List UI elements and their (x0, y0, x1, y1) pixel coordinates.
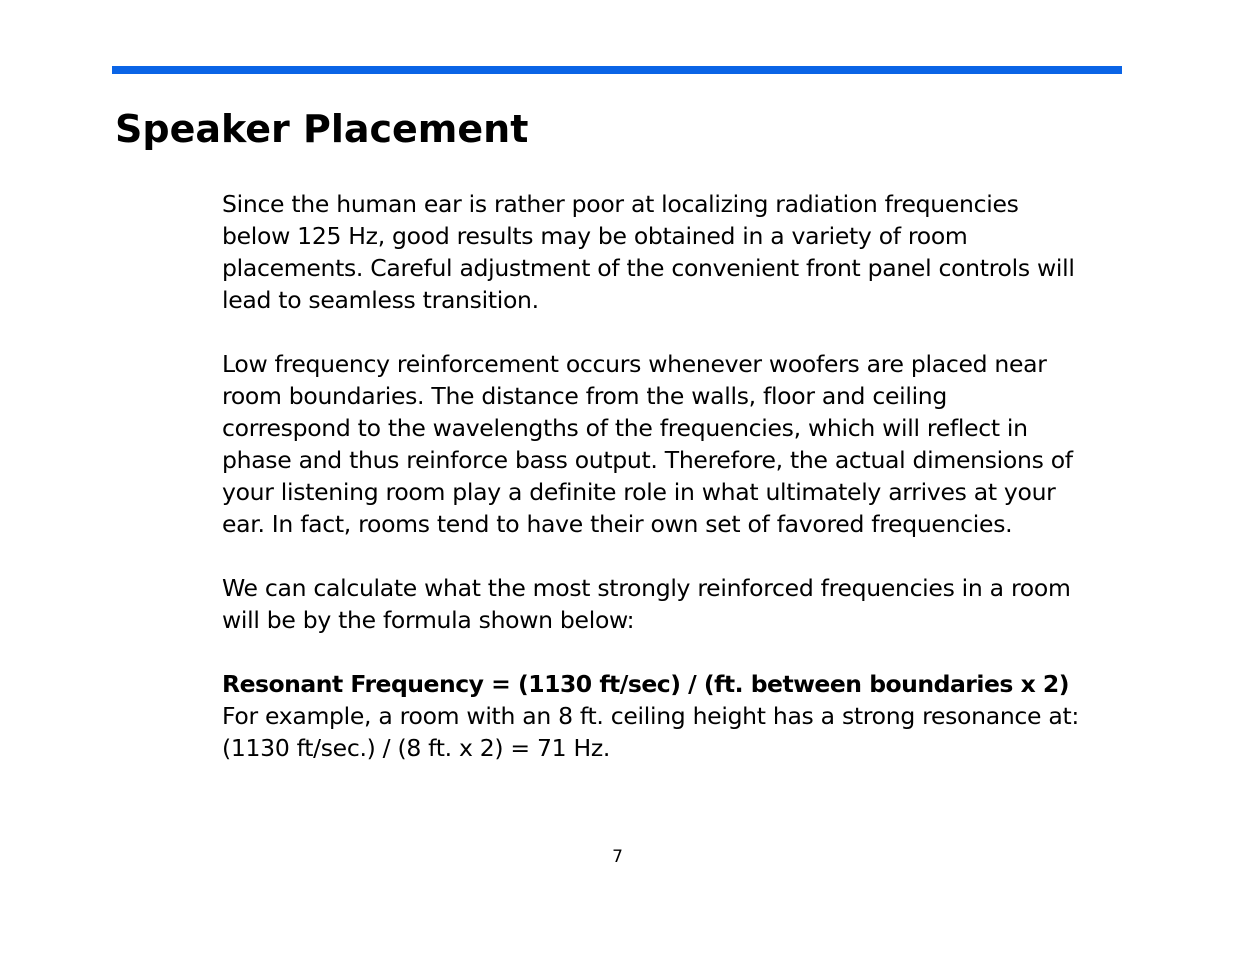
paragraph-formula (222, 668, 1112, 764)
text-line: Low frequency reinforcement occurs whenever woofers are placed near (222, 350, 1047, 378)
paragraph-reinforcement (222, 348, 1112, 540)
text-line: correspond to the wavelengths of the frequencies, which will reflect in (222, 414, 1028, 442)
text-line: ear. In fact, rooms tend to have their own set of favored frequencies. (222, 510, 1013, 538)
resonant-frequency-formula: Resonant Frequency = (1130 ft/sec) / (ft. between boundaries x 2) (222, 670, 1069, 698)
text-line: your listening room play a definite role in what ultimately arrives at your (222, 478, 1056, 506)
body-text (222, 188, 1112, 796)
text-line: Since the human ear is rather poor at localizing radiation frequencies (222, 190, 1019, 218)
paragraph-intro (222, 188, 1112, 316)
page-number: 7 (612, 847, 623, 867)
text-line: room boundaries. The distance from the walls, floor and ceiling (222, 382, 948, 410)
header-rule (112, 66, 1122, 74)
text-line: below 125 Hz, good results may be obtained in a variety of room (222, 222, 968, 250)
text-line: will be by the formula shown below: (222, 606, 635, 634)
text-line: phase and thus reinforce bass output. Therefore, the actual dimensions of (222, 446, 1073, 474)
example-line: (1130 ft/sec.) / (8 ft. x 2) = 71 Hz. (222, 734, 611, 762)
example-line: For example, a room with an 8 ft. ceiling height has a strong resonance at: (222, 702, 1079, 730)
text-line: lead to seamless transition. (222, 286, 539, 314)
text-line: We can calculate what the most strongly reinforced frequencies in a room (222, 574, 1071, 602)
paragraph-calculation (222, 572, 1112, 636)
text-line: placements. Careful adjustment of the convenient front panel controls will (222, 254, 1075, 282)
page-title: Speaker Placement (115, 107, 529, 151)
